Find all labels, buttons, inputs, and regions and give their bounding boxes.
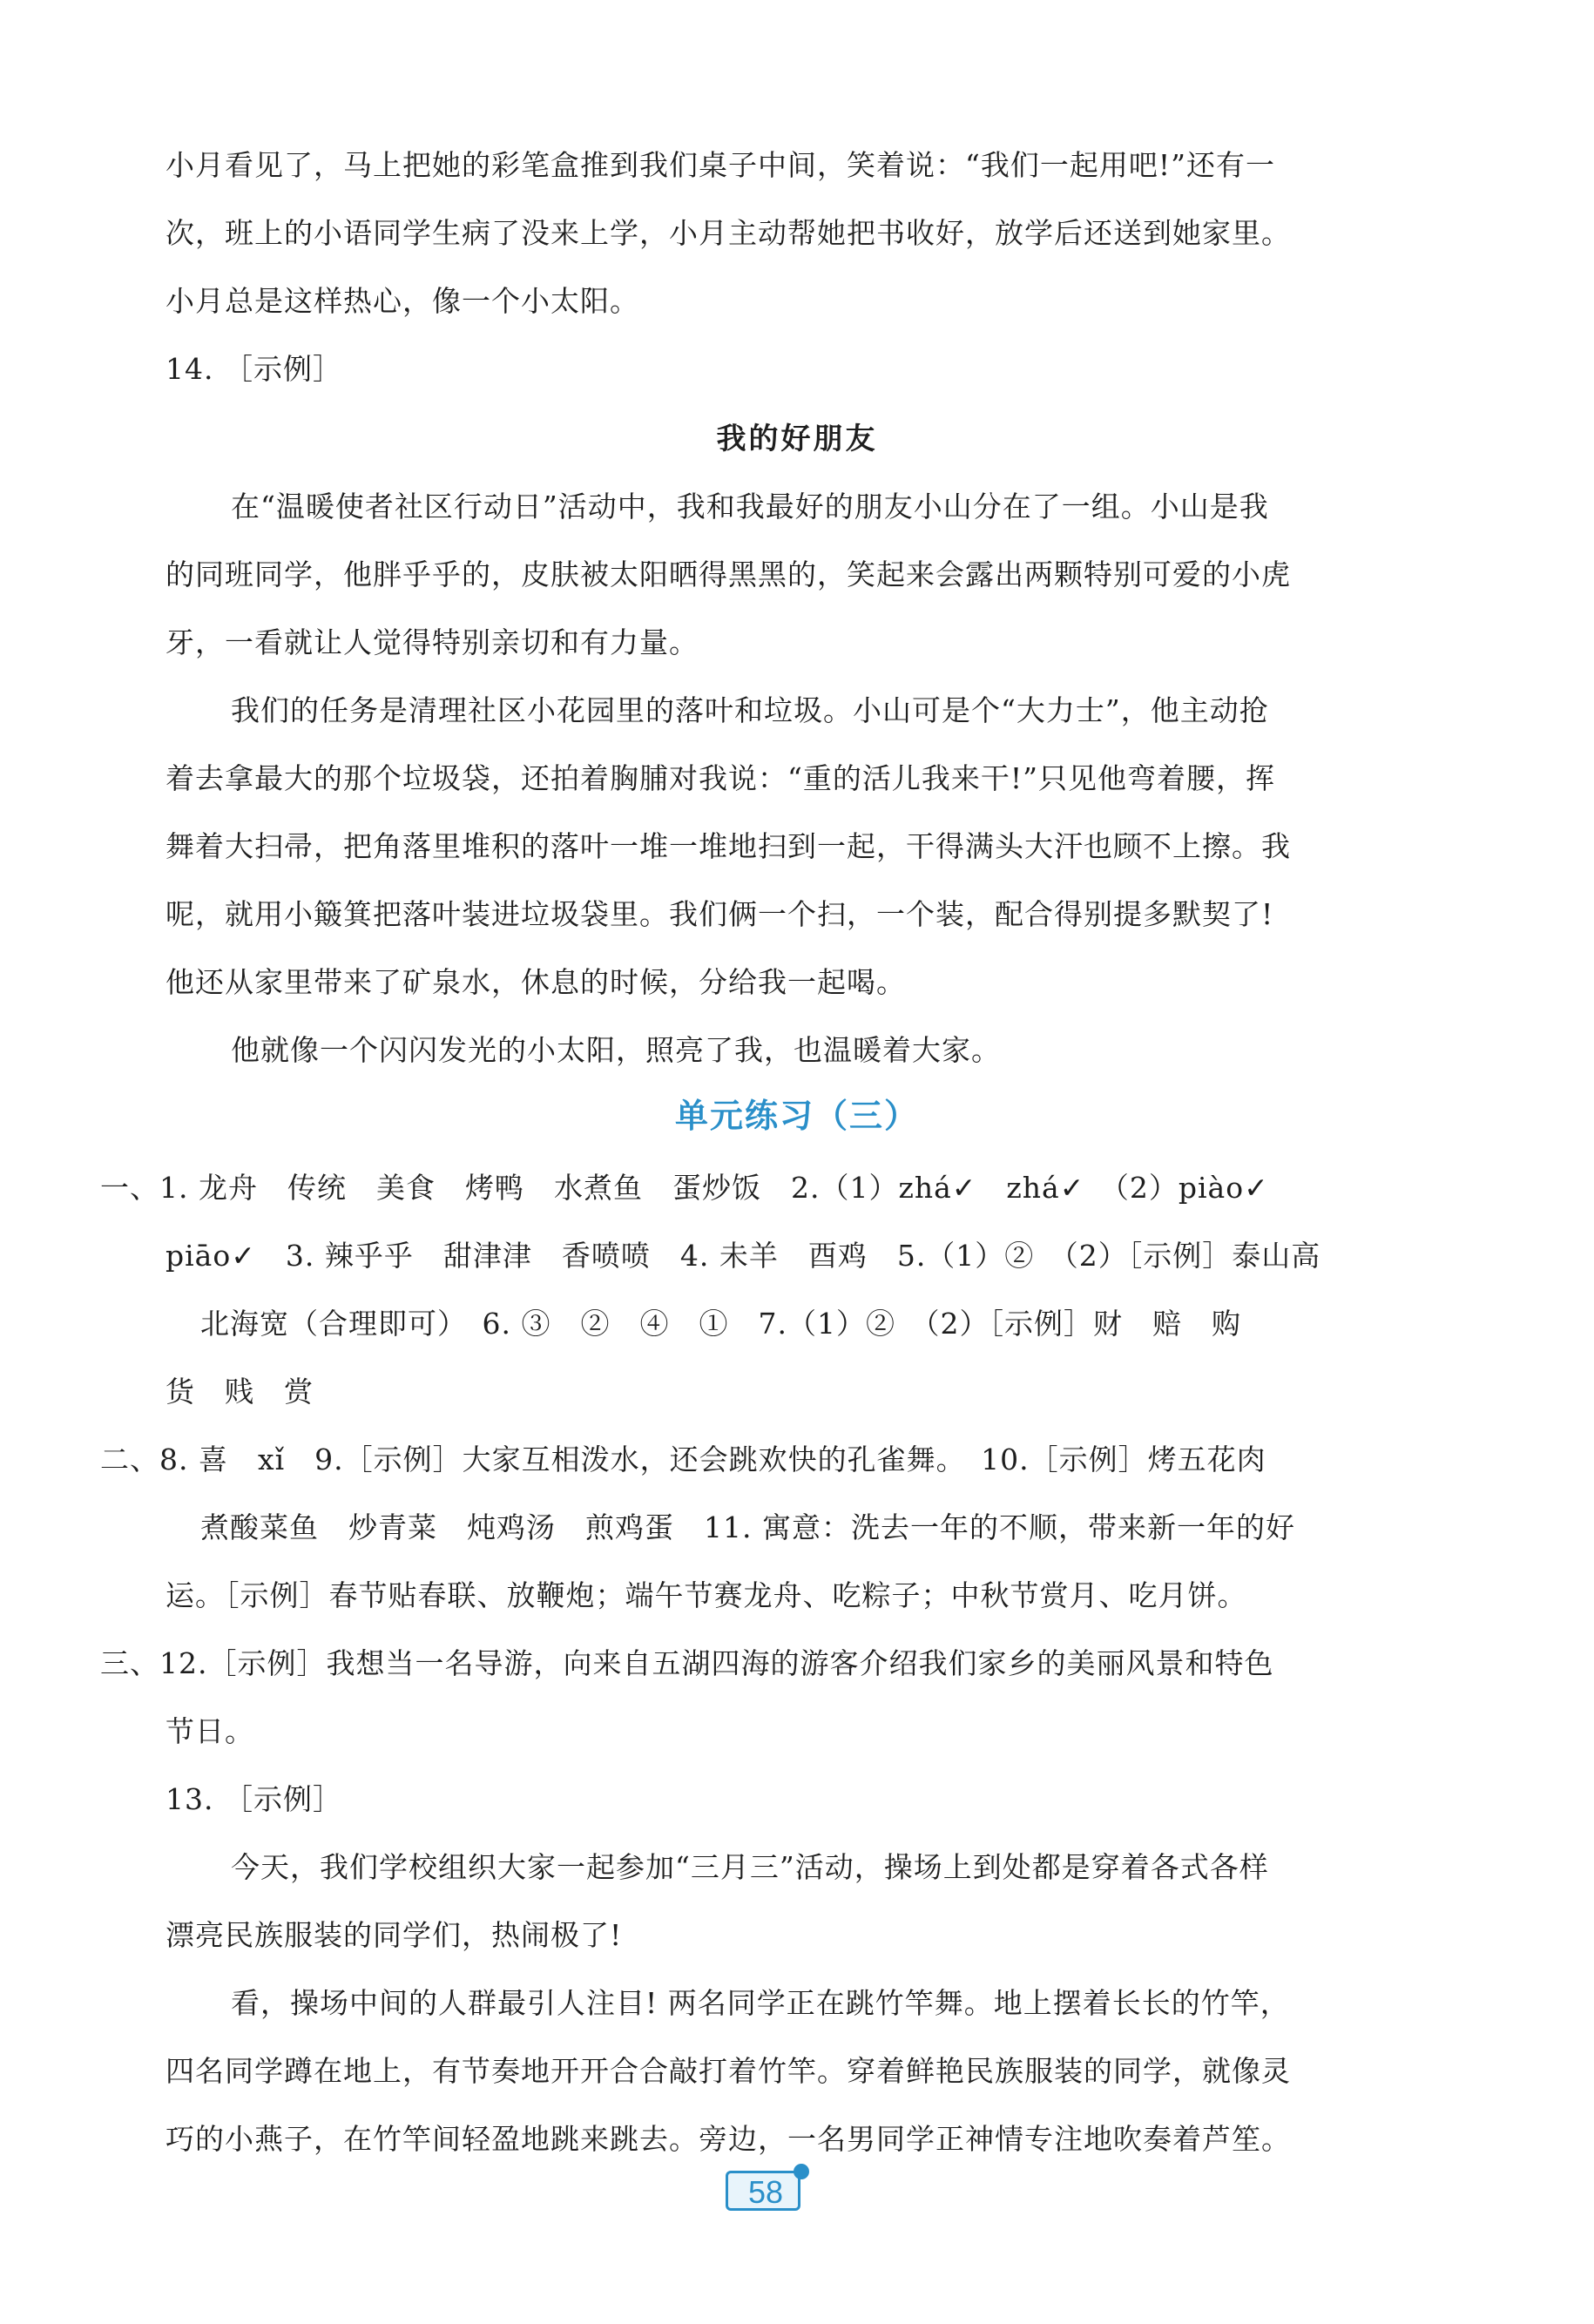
section3-line-2: 节日。: [165, 1714, 254, 1748]
section2-line-1: 二、8. 喜 xǐ 9.［示例］大家互相泼水，还会跳欢快的孔雀舞。 10.［示例］烤五花肉: [100, 1442, 1266, 1476]
prev-essay-line-2: 次，班上的小语同学生病了没来上学，小月主动帮她把书收好，放学后还送到她家里。: [165, 216, 1291, 250]
essay2-line-2: 漂亮民族服装的同学们，热闹极了!: [165, 1918, 623, 1952]
page-number-badge: [726, 2164, 806, 2213]
essay1-line-5: 着去拿最大的那个垃圾袋，还拍着胸脯对我说：“重的活儿我来干!”只见他弯着腰，挥: [165, 761, 1276, 795]
essay2-line-3: 看，操场中间的人群最引人注目! 两名同学正在跳竹竿舞。地上摆着长长的竹竿，: [231, 1986, 1290, 2020]
essay1-line-9: 他就像一个闪闪发光的小太阳，照亮了我，也温暖着大家。: [231, 1033, 1001, 1067]
page-number-frame: [726, 2171, 800, 2211]
essay1-line-8: 他还从家里带来了矿泉水，休息的时候，分给我一起喝。: [165, 965, 906, 999]
essay1-line-6: 舞着大扫帚，把角落里堆积的落叶一堆一堆地扫到一起，干得满头大汗也顾不上擦。我: [165, 829, 1291, 863]
prev-essay-line-3: 小月总是这样热心，像一个小太阳。: [165, 284, 639, 318]
essay2-line-1: 今天，我们学校组织大家一起参加“三月三”活动，操场上到处都是穿着各式各样: [231, 1850, 1269, 1884]
section3-line-1: 三、12.［示例］我想当一名导游，向来自五湖四海的游客介绍我们家乡的美丽风景和特色: [100, 1646, 1274, 1680]
essay2-line-5: 巧的小燕子，在竹竿间轻盈地跳来跳去。旁边，一名男同学正神情专注地吹奏着芦笙。: [165, 2122, 1291, 2156]
essay2-line-4: 四名同学蹲在地上，有节奏地开开合合敲打着竹竿。穿着鲜艳民族服装的同学，就像灵: [165, 2054, 1291, 2088]
essay-title: 我的好朋友: [716, 422, 878, 456]
essay1-line-2: 的同班同学，他胖乎乎的，皮肤被太阳晒得黑黑的，笑起来会露出两颗特别可爱的小虎: [165, 557, 1291, 591]
page-number: 58: [747, 2174, 784, 2210]
question-13-label: 13. ［示例］: [165, 1782, 342, 1816]
essay1-line-4: 我们的任务是清理社区小花园里的落叶和垃圾。小山可是个“大力士”，他主动抢: [231, 693, 1269, 727]
section1-line-2: piāo✓ 3. 辣乎乎 甜津津 香喷喷 4. 未羊 酉鸡 5.（1）② （2）［示例］泰山高: [165, 1239, 1321, 1273]
prev-essay-line-1: 小月看见了，马上把她的彩笔盒推到我们桌子中间，笑着说：“我们一起用吧!”还有一: [165, 148, 1276, 182]
apple-icon: [794, 2164, 809, 2179]
section1-line-3: 北海宽（合理即可） 6. ③ ② ④ ① 7.（1）② （2）［示例］财 赔 购: [200, 1307, 1241, 1341]
question-14-label: 14. ［示例］: [165, 352, 342, 386]
section2-line-2: 煮酸菜鱼 炒青菜 炖鸡汤 煎鸡蛋 11. 寓意：洗去一年的不顺，带来新一年的好: [200, 1510, 1295, 1544]
section1-line-1: 一、1. 龙舟 传统 美食 烤鸭 水煮鱼 蛋炒饭 2.（1）zhá✓ zhá✓ （2）piào✓: [100, 1171, 1269, 1205]
essay1-line-7: 呢，就用小簸箕把落叶装进垃圾袋里。我们俩一个扫，一个装，配合得别提多默契了!: [165, 897, 1274, 931]
unit-title: 单元练习（三）: [674, 1096, 919, 1135]
section2-line-3: 运。［示例］春节贴春联、放鞭炮；端午节赛龙舟、吃粽子；中秋节赏月、吃月饼。: [165, 1578, 1247, 1612]
essay1-line-1: 在“温暖使者社区行动日”活动中，我和我最好的朋友小山分在了一组。小山是我: [231, 490, 1269, 524]
essay1-line-3: 牙，一看就让人觉得特别亲切和有力量。: [165, 625, 699, 659]
section1-line-4: 货 贱 赏: [165, 1375, 314, 1409]
